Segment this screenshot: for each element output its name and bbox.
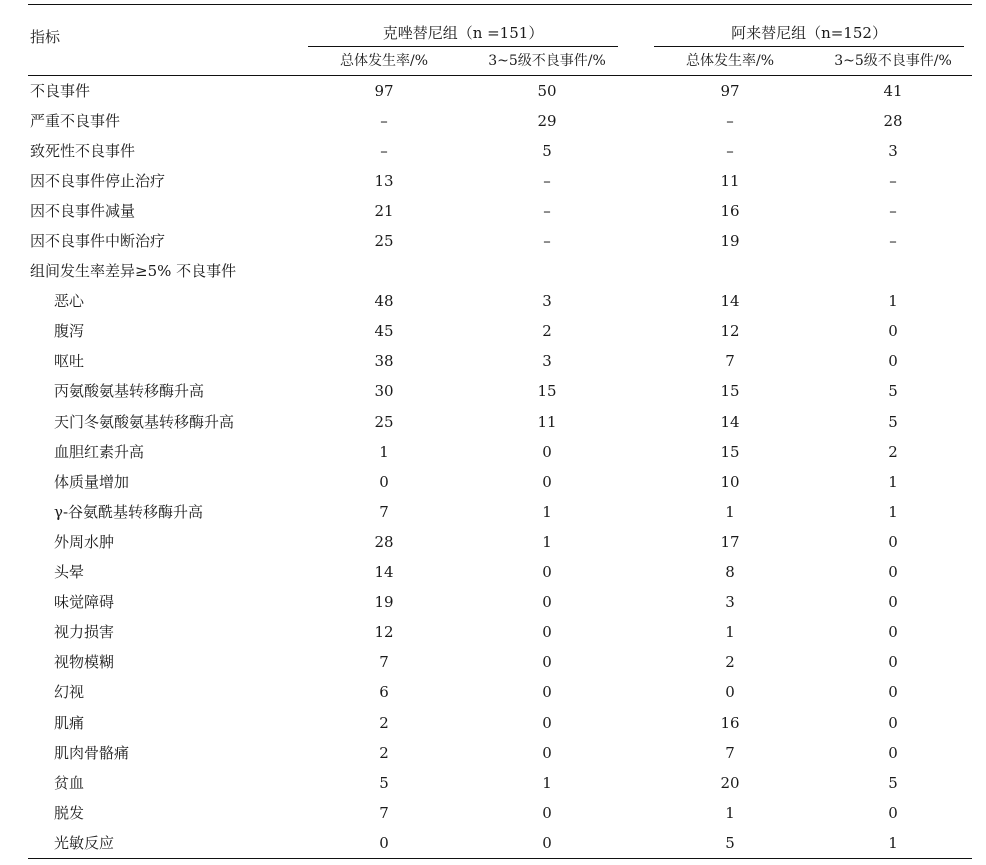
row-label: 致死性不良事件: [30, 141, 136, 160]
crizotinib-overall-cell: 6: [379, 683, 389, 702]
alectinib-grade-3-5-cell: 0: [888, 593, 898, 612]
table-row: [28, 588, 972, 618]
alectinib-grade-3-5-cell: 0: [888, 683, 898, 702]
header-row-groups: [28, 5, 972, 48]
crizotinib-overall-cell: 7: [379, 502, 389, 521]
table-row: [28, 437, 972, 467]
column-gap: [626, 437, 646, 467]
alectinib-overall-cell: 1: [725, 623, 735, 642]
crizotinib-overall-cell: 30: [374, 382, 394, 401]
table-row: [28, 287, 972, 317]
alectinib-grade-3-5-cell: 2: [888, 442, 898, 461]
crizotinib-overall-cell: 1: [379, 442, 389, 461]
alectinib-overall-cell: 3: [725, 593, 735, 612]
table-row: [28, 76, 972, 107]
crizotinib-grade-3-5-cell: 29: [537, 111, 557, 130]
row-label: 幻视: [54, 683, 85, 702]
row-label: 因不良事件中断治疗: [30, 232, 166, 251]
row-label: 肌肉骨骼痛: [54, 743, 130, 762]
row-label: 视物模糊: [54, 653, 115, 672]
alectinib-overall-cell: 10: [720, 472, 740, 491]
group-name: 阿来替尼组（n=152）: [731, 24, 887, 42]
crizotinib-overall-cell: 28: [374, 532, 394, 551]
crizotinib-grade-3-5-cell: 0: [542, 593, 552, 612]
row-label: 脱发: [54, 803, 85, 822]
row-label: 天门冬氨酸氨基转移酶升高: [54, 412, 235, 431]
subhead-overall-incidence: 总体发生率/%: [300, 47, 468, 76]
alectinib-grade-3-5-cell: –: [889, 232, 897, 251]
alectinib-grade-3-5-cell: 0: [888, 532, 898, 551]
crizotinib-overall-cell: 7: [379, 803, 389, 822]
column-gap: [626, 497, 646, 527]
crizotinib-overall-cell: –: [380, 111, 388, 130]
alectinib-overall-cell: 2: [725, 653, 735, 672]
crizotinib-overall-cell: 25: [374, 412, 394, 431]
alectinib-grade-3-5-cell: 0: [888, 563, 898, 582]
row-label: 呕吐: [54, 352, 85, 371]
crizotinib-overall-cell: 0: [379, 472, 389, 491]
column-gap: [626, 377, 646, 407]
crizotinib-grade-3-5-cell: 15: [537, 382, 557, 401]
table-row: [28, 257, 972, 287]
alectinib-overall-cell: 5: [646, 828, 814, 859]
alectinib-overall-cell: 8: [725, 563, 735, 582]
row-label: 肌痛: [54, 713, 85, 732]
column-gap: [626, 226, 646, 256]
table-row: [28, 317, 972, 347]
column-gap: [626, 136, 646, 166]
column-gap: [626, 76, 646, 107]
alectinib-overall-cell: 1: [725, 803, 735, 822]
row-label: 组间发生率差异≥5% 不良事件: [30, 262, 237, 281]
alectinib-grade-3-5-cell: 0: [888, 713, 898, 732]
alectinib-grade-3-5-cell: 5: [888, 773, 898, 792]
row-label: 丙氨酸氨基转移酶升高: [54, 382, 205, 401]
column-gap: [626, 678, 646, 708]
crizotinib-grade-3-5-cell: 0: [542, 713, 552, 732]
column-gap: [626, 738, 646, 768]
table-row: [28, 738, 972, 768]
column-gap: [626, 196, 646, 226]
alectinib-grade-3-5-cell: 1: [888, 472, 898, 491]
table-row: [28, 558, 972, 588]
column-gap: [626, 708, 646, 738]
crizotinib-grade-3-5-cell: –: [543, 171, 551, 190]
alectinib-overall-cell: 7: [725, 743, 735, 762]
alectinib-overall-cell: 19: [720, 232, 740, 251]
crizotinib-grade-3-5-cell: –: [543, 232, 551, 251]
table-row: [28, 196, 972, 226]
column-gap: [626, 558, 646, 588]
subhead-grade-3-5: 3~5级不良事件/%: [468, 47, 626, 76]
crizotinib-grade-3-5-cell: 0: [542, 623, 552, 642]
column-gap: [626, 618, 646, 648]
crizotinib-grade-3-5-cell: 0: [542, 563, 552, 582]
table-row: [28, 226, 972, 256]
alectinib-overall-cell: –: [726, 111, 734, 130]
crizotinib-grade-3-5-cell: 0: [542, 683, 552, 702]
row-label: 视力损害: [54, 623, 115, 642]
crizotinib-overall-cell: 38: [374, 352, 394, 371]
column-gap: [626, 257, 646, 287]
column-gap: [626, 5, 646, 48]
alectinib-grade-3-5-cell: 1: [888, 292, 898, 311]
crizotinib-grade-3-5-cell: 0: [468, 828, 626, 859]
crizotinib-grade-3-5-cell: 0: [542, 653, 552, 672]
group-underline: [654, 46, 964, 47]
alectinib-overall-cell: –: [726, 141, 734, 160]
column-gap: [626, 47, 646, 76]
table-row: [28, 708, 972, 738]
table-row: [28, 166, 972, 196]
table-row: [28, 467, 972, 497]
row-label: 头晕: [54, 563, 85, 582]
row-label: 血胆红素升高: [54, 442, 145, 461]
crizotinib-overall-cell: [300, 257, 468, 287]
alectinib-overall-cell: 14: [720, 292, 740, 311]
row-label: γ-谷氨酰基转移酶升高: [54, 502, 204, 521]
crizotinib-grade-3-5-cell: 50: [537, 81, 557, 100]
column-gap: [626, 407, 646, 437]
crizotinib-grade-3-5-cell: 5: [542, 141, 552, 160]
alectinib-overall-cell: 15: [720, 382, 740, 401]
alectinib-overall-cell: 1: [725, 502, 735, 521]
alectinib-overall-cell: 16: [720, 713, 740, 732]
table-row: [28, 618, 972, 648]
alectinib-grade-3-5-cell: 0: [888, 623, 898, 642]
alectinib-grade-3-5-cell: 0: [888, 653, 898, 672]
corner-label: 指标: [28, 5, 300, 76]
adverse-events-table: [28, 4, 972, 859]
alectinib-grade-3-5-cell: 3: [888, 141, 898, 160]
table-row: [28, 527, 972, 557]
table-row: [28, 648, 972, 678]
alectinib-grade-3-5-cell: 5: [888, 382, 898, 401]
alectinib-grade-3-5-cell: 0: [888, 352, 898, 371]
column-gap: [626, 347, 646, 377]
alectinib-overall-cell: 20: [720, 773, 740, 792]
table-row: [28, 828, 972, 859]
alectinib-overall-cell: 0: [725, 683, 735, 702]
group-name: 克唑替尼组（n =151）: [382, 24, 544, 42]
column-gap: [626, 798, 646, 828]
crizotinib-overall-cell: 19: [374, 593, 394, 612]
crizotinib-overall-cell: –: [380, 141, 388, 160]
crizotinib-overall-cell: 45: [374, 322, 394, 341]
crizotinib-grade-3-5-cell: 1: [542, 532, 552, 551]
row-label: 因不良事件减量: [30, 201, 136, 220]
alectinib-overall-cell: 15: [720, 442, 740, 461]
crizotinib-overall-cell: 13: [374, 171, 394, 190]
crizotinib-overall-cell: 0: [300, 828, 468, 859]
alectinib-overall-cell: 7: [725, 352, 735, 371]
crizotinib-overall-cell: 2: [379, 713, 389, 732]
group-header-crizotinib: [300, 5, 626, 48]
column-gap: [626, 588, 646, 618]
alectinib-grade-3-5-cell: 28: [883, 111, 903, 130]
row-label: 味觉障碍: [54, 593, 115, 612]
crizotinib-grade-3-5-cell: 1: [542, 773, 552, 792]
row-label: 外周水肿: [54, 532, 115, 551]
alectinib-grade-3-5-cell: 41: [883, 81, 903, 100]
group-underline: [308, 46, 618, 47]
alectinib-overall-cell: [646, 257, 814, 287]
crizotinib-overall-cell: 2: [379, 743, 389, 762]
crizotinib-grade-3-5-cell: 0: [542, 472, 552, 491]
crizotinib-overall-cell: 14: [374, 563, 394, 582]
alectinib-overall-cell: 12: [720, 322, 740, 341]
column-gap: [626, 166, 646, 196]
crizotinib-grade-3-5-cell: 3: [542, 352, 552, 371]
row-label: 贫血: [54, 773, 85, 792]
column-gap: [626, 467, 646, 497]
row-label: 恶心: [54, 292, 85, 311]
crizotinib-overall-cell: 21: [374, 201, 394, 220]
crizotinib-overall-cell: 7: [379, 653, 389, 672]
row-label: 不良事件: [30, 81, 91, 100]
table-row: [28, 768, 972, 798]
row-label: 因不良事件停止治疗: [30, 171, 166, 190]
crizotinib-grade-3-5-cell: 1: [542, 502, 552, 521]
row-label: 光敏反应: [28, 828, 300, 859]
table-row: [28, 678, 972, 708]
crizotinib-overall-cell: 12: [374, 623, 394, 642]
crizotinib-overall-cell: 25: [374, 232, 394, 251]
alectinib-grade-3-5-cell: –: [889, 201, 897, 220]
alectinib-overall-cell: 11: [720, 171, 740, 190]
alectinib-overall-cell: 17: [720, 532, 740, 551]
column-gap: [626, 828, 646, 859]
column-gap: [626, 527, 646, 557]
crizotinib-grade-3-5-cell: 0: [542, 803, 552, 822]
column-gap: [626, 317, 646, 347]
alectinib-grade-3-5-cell: 5: [888, 412, 898, 431]
alectinib-grade-3-5-cell: 1: [888, 502, 898, 521]
table-row: [28, 798, 972, 828]
alectinib-grade-3-5-cell: 0: [888, 803, 898, 822]
column-gap: [626, 287, 646, 317]
crizotinib-grade-3-5-cell: 11: [537, 412, 557, 431]
column-gap: [626, 106, 646, 136]
alectinib-overall-cell: 16: [720, 201, 740, 220]
table-row: [28, 497, 972, 527]
table-row: [28, 347, 972, 377]
crizotinib-grade-3-5-cell: 3: [542, 292, 552, 311]
subhead-grade-3-5: 3~5级不良事件/%: [814, 47, 972, 76]
alectinib-grade-3-5-cell: [814, 257, 972, 287]
table-row: [28, 106, 972, 136]
row-label: 体质量增加: [54, 472, 130, 491]
crizotinib-grade-3-5-cell: 2: [542, 322, 552, 341]
alectinib-overall-cell: 97: [720, 81, 740, 100]
column-gap: [626, 768, 646, 798]
subhead-overall-incidence: 总体发生率/%: [646, 47, 814, 76]
alectinib-overall-cell: 14: [720, 412, 740, 431]
table-row: [28, 377, 972, 407]
crizotinib-overall-cell: 97: [374, 81, 394, 100]
crizotinib-overall-cell: 48: [374, 292, 394, 311]
crizotinib-grade-3-5-cell: 0: [542, 743, 552, 762]
alectinib-grade-3-5-cell: 0: [888, 743, 898, 762]
crizotinib-grade-3-5-cell: –: [543, 201, 551, 220]
alectinib-grade-3-5-cell: 1: [814, 828, 972, 859]
row-label: 严重不良事件: [30, 111, 121, 130]
crizotinib-grade-3-5-cell: [468, 257, 626, 287]
row-label: 腹泻: [54, 322, 85, 341]
table-body: [28, 76, 972, 859]
table-row: [28, 136, 972, 166]
alectinib-grade-3-5-cell: –: [889, 171, 897, 190]
column-gap: [626, 648, 646, 678]
crizotinib-grade-3-5-cell: 0: [542, 442, 552, 461]
group-header-alectinib: [646, 5, 972, 48]
crizotinib-overall-cell: 5: [379, 773, 389, 792]
table-row: [28, 407, 972, 437]
alectinib-grade-3-5-cell: 0: [888, 322, 898, 341]
